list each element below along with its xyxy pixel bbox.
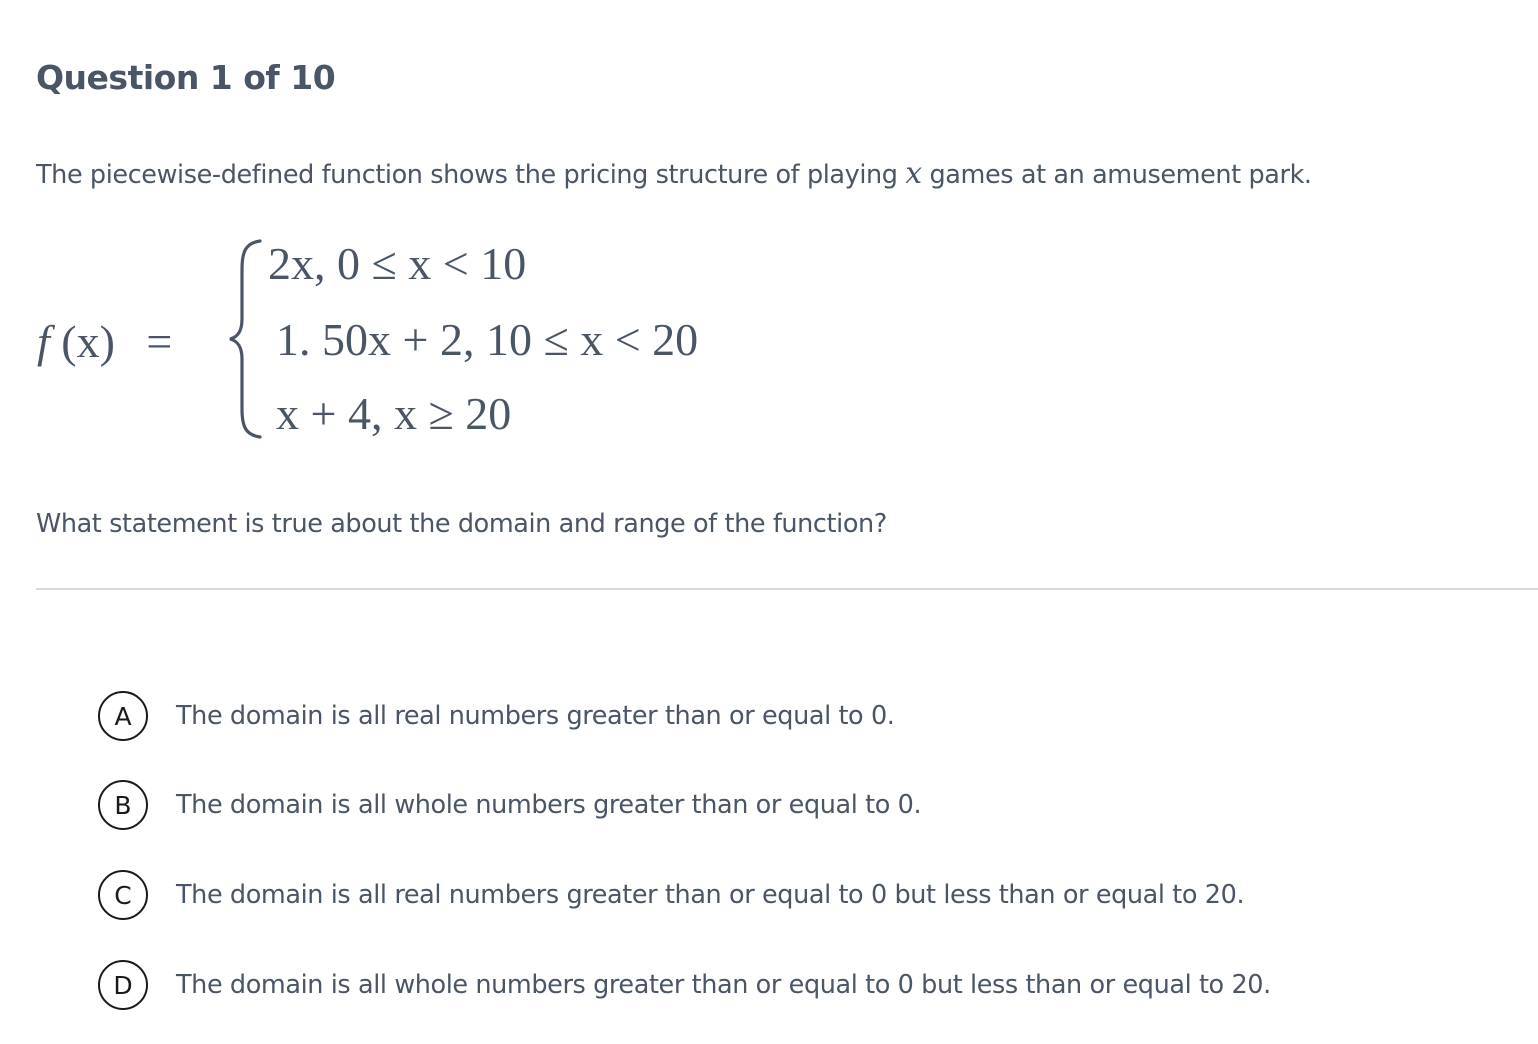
choice-a[interactable]	[98, 688, 895, 744]
function-equals: =	[146, 316, 173, 367]
function-piece-3: x + 4, x ≥ 20	[276, 388, 512, 439]
function-name: f	[37, 316, 50, 367]
function-piece-1: 2x, 0 ≤ x < 10	[268, 238, 527, 289]
question-stem: What statement is true about the domain and range of the function?	[36, 509, 887, 539]
prompt-text-after: games at an amusement park.	[921, 160, 1312, 190]
choice-d-text[interactable]: The domain is all whole numbers greater than or equal to 0 but less than or equal to 20.	[176, 970, 1271, 1000]
choice-a-letter-badge[interactable]: A	[98, 691, 148, 741]
choice-a-text[interactable]: The domain is all real numbers greater than or equal to 0.	[176, 701, 895, 731]
divider	[36, 588, 1538, 590]
choice-b[interactable]	[98, 777, 921, 833]
choice-c[interactable]	[98, 867, 1244, 923]
question-title: Question 1 of 10	[36, 58, 336, 97]
choice-d-letter-badge[interactable]: D	[98, 960, 148, 1010]
function-piece-2: 1. 50x + 2, 10 ≤ x < 20	[276, 314, 699, 365]
choice-c-letter-badge[interactable]: C	[98, 870, 148, 920]
piecewise-function	[0, 225, 900, 455]
function-lhs	[37, 315, 172, 368]
choice-c-text[interactable]: The domain is all real numbers greater than or equal to 0 but less than or equal to 20.	[176, 880, 1245, 910]
prompt-text-before: The piecewise-defined function shows the pricing structure of playing	[36, 160, 906, 190]
left-brace	[226, 239, 266, 439]
choice-b-text[interactable]: The domain is all whole numbers greater than or equal to 0.	[176, 790, 922, 820]
function-argument: (x)	[61, 316, 115, 367]
choice-d[interactable]	[98, 957, 1271, 1013]
choice-b-letter-badge[interactable]: B	[98, 780, 148, 830]
prompt-variable: x	[905, 156, 922, 191]
question-prompt	[36, 156, 1312, 191]
